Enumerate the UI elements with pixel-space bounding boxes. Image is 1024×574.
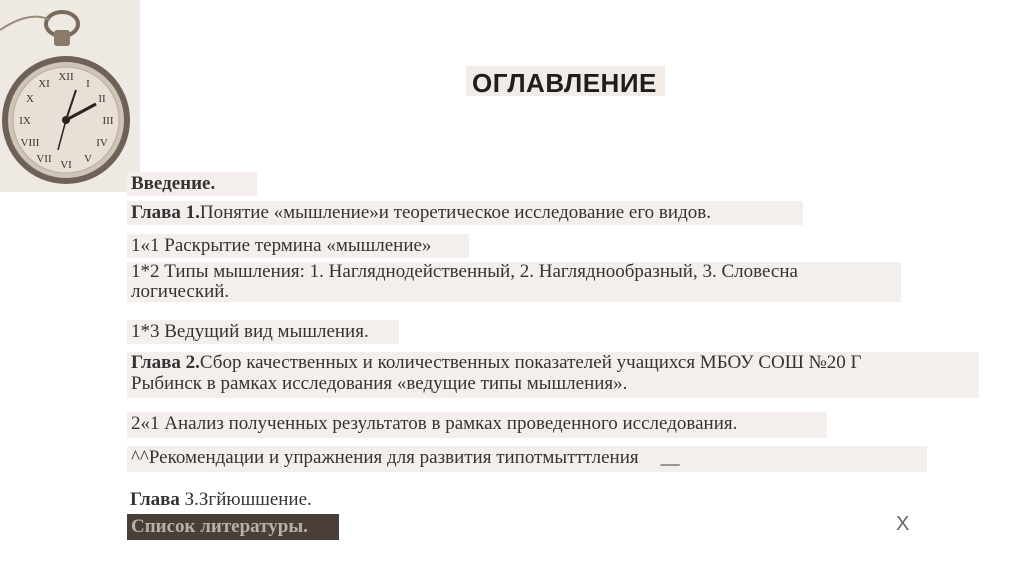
svg-text:XI: XI (38, 78, 50, 90)
svg-text:VIII: VIII (20, 137, 40, 149)
svg-text:X: X (26, 93, 34, 105)
toc-section-1-2: 1*2 Типы мышления: 1. Нагляднодейственный, 2. Нагляднообразный, 3. Словесна логический. (127, 262, 901, 302)
svg-text:VI: VI (60, 159, 72, 171)
close-icon[interactable]: X (896, 513, 910, 535)
toc-section-1-3: 1*3 Ведущий вид мышления. (127, 320, 399, 344)
title-box (466, 66, 665, 96)
page-title: ОГЛАВЛЕНИЕ (472, 68, 657, 98)
toc-bibliography: Список литературы. (127, 514, 339, 540)
pocket-watch-icon (0, 0, 140, 192)
toc-chapter-1: Глава 1.Понятие «мышление»и теоретическое исследование его видов. (127, 201, 803, 225)
toc-section-2-2: ^^Рекомендации и упражнения для развития типотмытттления __ (127, 446, 927, 472)
toc-chapter-3: Глава З.Згйюшшение. (130, 489, 312, 510)
svg-text:XII: XII (58, 71, 74, 83)
svg-text:IV: IV (96, 137, 108, 149)
svg-text:III: III (102, 115, 114, 127)
toc-section-1-1: 1«1 Раскрытие термина «мышление» (127, 234, 469, 258)
toc-chapter-2: Глава 2.Сбор качественных и количественных показателей учащихся МБОУ СОШ №20 Г Рыбинск в рамках исследования «ведущие типы мышления». (127, 352, 979, 398)
svg-text:IX: IX (19, 115, 31, 127)
toc-intro: Введение. (127, 172, 253, 196)
svg-text:II: II (98, 93, 106, 105)
toc-section-2-1: 2«1 Анализ полученных результатов в рамках проведенного исследования. (127, 412, 827, 438)
svg-text:V: V (84, 153, 92, 165)
svg-text:VII: VII (36, 153, 52, 165)
svg-text:I: I (86, 78, 90, 90)
